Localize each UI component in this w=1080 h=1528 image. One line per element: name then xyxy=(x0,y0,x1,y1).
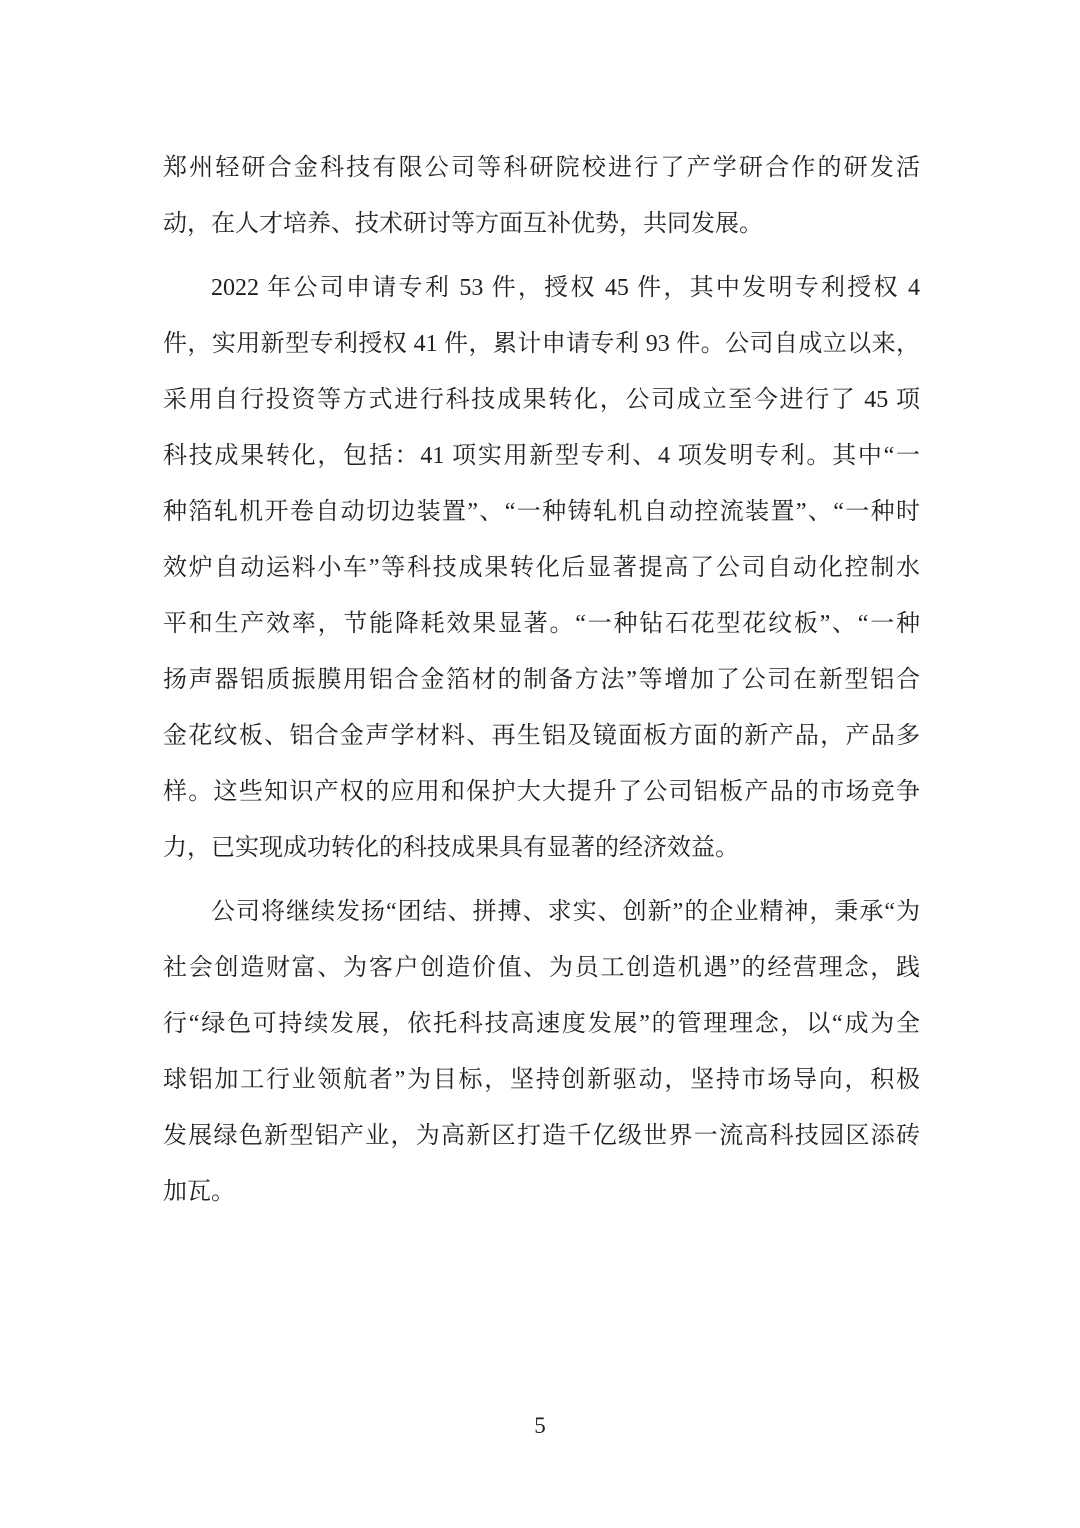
text-line: 动，在人才培养、技术研讨等方面互补优势，共同发展。 xyxy=(163,211,763,237)
text-line: 加瓦。 xyxy=(163,1179,235,1205)
text-line: 效炉自动运料小车”等科技成果转化后显著提高了公司自动化控制水 xyxy=(163,555,920,581)
text-line: 样。这些知识产权的应用和保护大大提升了公司铝板产品的市场竞争 xyxy=(163,779,920,805)
text-line: 采用自行投资等方式进行科技成果转化，公司成立至今进行了 45 项 xyxy=(163,387,920,413)
text-line: 社会创造财富、为客户创造价值、为员工创造机遇”的经营理念，践 xyxy=(163,955,920,981)
text-line: 种箔轧机开卷自动切边装置”、“一种铸轧机自动控流装置”、“一种时 xyxy=(163,499,920,525)
page-number: 5 xyxy=(534,1413,546,1438)
text-line: 力，已实现成功转化的科技成果具有显著的经济效益。 xyxy=(163,835,739,861)
text-line: 科技成果转化，包括：41 项实用新型专利、4 项发明专利。其中“一 xyxy=(163,443,920,469)
paragraph xyxy=(163,140,920,252)
text-line: 公司将继续发扬“团结、拼搏、求实、创新”的企业精神，秉承“为 xyxy=(211,899,920,925)
text-line: 2022 年公司申请专利 53 件，授权 45 件，其中发明专利授权 4 xyxy=(211,275,920,301)
text-line: 球铝加工行业领航者”为目标，坚持创新驱动，坚持市场导向，积极 xyxy=(163,1067,920,1093)
text-line: 发展绿色新型铝产业，为高新区打造千亿级世界一流高科技园区添砖 xyxy=(163,1123,920,1149)
paragraph xyxy=(163,260,920,876)
text-line: 金花纹板、铝合金声学材料、再生铝及镜面板方面的新产品，产品多 xyxy=(163,723,920,749)
text-line: 行“绿色可持续发展，依托科技高速度发展”的管理理念，以“成为全 xyxy=(163,1011,920,1037)
text-line: 扬声器铝质振膜用铝合金箔材的制备方法”等增加了公司在新型铝合 xyxy=(163,667,920,693)
text-line: 平和生产效率，节能降耗效果显著。“一种钻石花型花纹板”、“一种 xyxy=(163,611,920,637)
text-line: 件，实用新型专利授权 41 件，累计申请专利 93 件。公司自成立以来， xyxy=(163,331,920,357)
paragraph xyxy=(163,884,920,1220)
page-footer xyxy=(0,1398,1080,1454)
document-body xyxy=(163,140,920,1220)
text-line: 郑州轻研合金科技有限公司等科研院校进行了产学研合作的研发活 xyxy=(163,155,920,181)
